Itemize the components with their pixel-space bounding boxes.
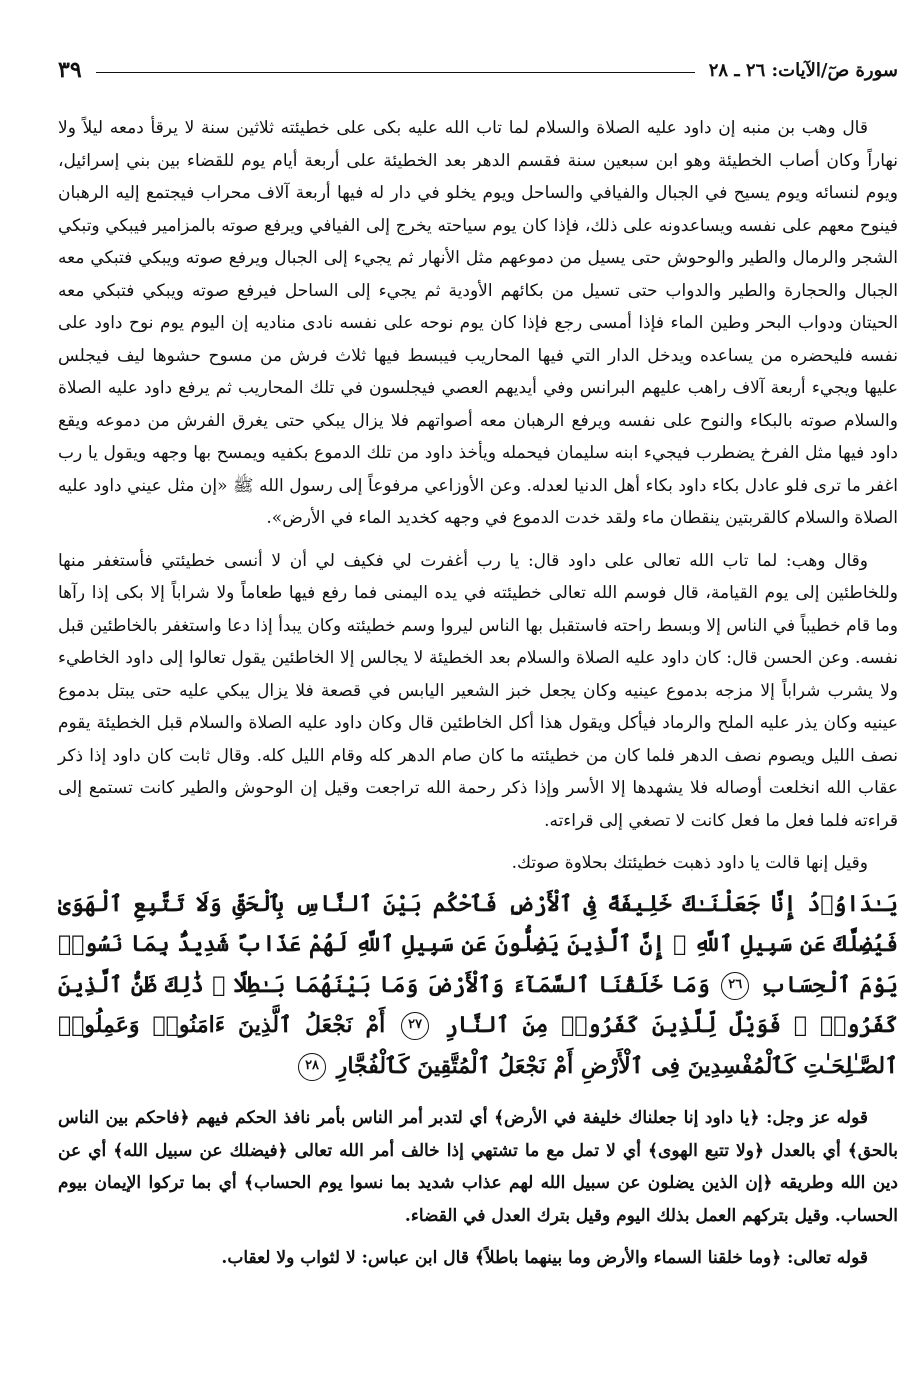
- ayah-28-marker: ٢٨: [298, 1053, 326, 1081]
- ayah-28-text: أَمْ نَجْعَلُ ٱلَّذِينَ ءَامَنُوا۟ وَعَمِلُوا۟ ٱلصَّـٰلِحَـٰتِ كَٱلْمُفْسِدِينَ فِى ٱلْأَرْضِ أَمْ نَجْعَلُ ٱلْمُتَّقِينَ كَٱلْفُجَّارِ: [58, 1012, 898, 1079]
- paragraph-wahb-repentance: وقال وهب: لما تاب الله تعالى على داود قال: يا رب أغفرت لي فكيف لي أن لا أنسى خطيئتي فأستغفر منها وللخاطئين إلى يوم القيامة، قال فوسم الله تعالى خطيئته في يده اليمنى فما رفع فيها طعاماً ولا شراباً إلا بكى إذا رآها وما قام خطيباً في الناس إلا وبسط راحته فاستقبل بها الناس ليروا وسم خطيئته وكان يبدأ إذا دعا واستغفر بالخاطئين قبل نفسه. وعن الحسن قال: كان داود عليه الصلاة والسلام بعد الخطيئة لا يجالس إلا الخاطئين يقول تعالوا إلى داود الخاطيء ولا يشرب شراباً إلا مزجه بدموع عينيه وكان يجعل خبز الشعير اليابس في قصعة فلا يزال يبكي عليه حتى يبتل بدموع عينيه وكان يذر عليه الملح والرماد فيأكل ويقول هذا أكل الخاطئين قال وكان داود عليه الصلاة والسلام قبل الخطيئة يقوم نصف الليل ويصوم نصف الدهر فلما كان من خطيئته ما كان صام الدهر كله وقام الليل كله. وقال ثابت كان داود إذا ذكر عقاب الله انخلعت أوصاله فلا يشهدها إلا الأسر وإذا ذكر رحمة الله تراجعت وقيل إن الوحوش والطير كانت تستمع إلى قراءته فلما فعل ما فعل كانت لا تصغي إلى قراءته.: [58, 550, 898, 831]
- ayah-27-text: وَمَا خَلَقْنَا ٱلسَّمَآءَ وَٱلْأَرْضَ وَمَا بَيْنَهُمَا بَـٰطِلًا ۚ ذَٰلِكَ ظَنُّ ٱلَّذِينَ كَفَرُوا۟ ۚ فَوَيْلٌ لِّلَّذِينَ كَفَرُوا۟ مِنَ ٱلنَّارِ: [58, 971, 899, 1038]
- page-number: ٣٩: [58, 57, 82, 83]
- paragraph-wahb-weeping: قال وهب بن منبه إن داود عليه الصلاة والسلام لما تاب الله عليه بكى على خطيئته ثلاثين سنة لا يرقأ دمعه ليلاً ولا نهاراً وكان أصاب الخطيئة وهو ابن سبعين سنة فقسم الدهر بعد الخطيئة على أربعة أيام يوم للقضاء بين بني إسرائيل، ويوم لنسائه ويوم يسيح في الجبال والفيافي والساحل ويوم يخلو في دار له فيها أربعة آلاف محراب فيجتمع إليه الرهبان فينوح معهم على نفسه ويساعدونه على ذلك، فإذا كان يوم سياحته يخرج إلى الفيافي ويرفع صوته بالمزامير فيبكي وتبكي الشجر والرمال والطير والوحوش حتى يسيل من دموعهم مثل الأنهار ثم يجيء إلى الجبال ويرفع صوته ويبكي فتبكي معه الجبال والحجارة والطير والدواب حتى تسيل من بكائهم الأودية ثم يجيء إلى الساحل فيرفع صوته ويبكي فتبكي معه الحيتان ودواب البحر وطين الماء فإذا أمسى رجع فإذا كان يوم نوحه على نفسه نادى مناديه إن اليوم يوم نوح داود على نفسه فليحضره من يساعده ويدخل الدار التي فيها المحاريب فيبسط فيها ثلاث فرش من مسوح حشوها ليف فيجلس عليها ويجيء أربعة آلاف راهب عليهم البرانس وفي أيديهم العصي فيجلسون في تلك المحاريب ثم يرفع داود عليه الصلاة والسلام صوته بالبكاء والنوح على نفسه ويرفع الرهبان معه أصواتهم فلا يزال يبكي حتى يغرق الفرش من دموعه ويقع داود فيها مثل الفرخ يضطرب فيجيء ابنه سليمان فيحمله ويأخذ داود من تلك الدموع بكفيه ويمسح بها وجهه ويقول يا رب اغفر ما ترى فلو عادل بكاء داود بكاء أهل الدنيا لعدله. وعن الأوزاعي مرفوعاً إلى رسول الله ﷺ «إن مثل عيني داود عليه الصلاة والسلام كالقربتين ينقطان ماء ولقد خدت الدموع في وجهه كخديد الماء في الأرض».: [58, 118, 898, 528]
- paragraph-sweet-voice: وقيل إنها قالت يا داود ذهبت خطيئتك بحلاوة صوتك.: [511, 853, 868, 873]
- tafsir-ayah-27: قوله تعالى: ﴿وما خلقنا السماء والأرض وما بينهما باطلاً﴾ قال ابن عباس: لا لثواب ولا لعقاب.: [221, 1248, 868, 1268]
- header-rule: [96, 72, 695, 73]
- ayah-26-marker: ٢٦: [721, 972, 749, 1000]
- surah-title: سورة صٓ/الآيات: ٢٦ ـ ٢٨: [708, 59, 898, 81]
- ayah-27-marker: ٢٧: [401, 1012, 429, 1040]
- ayah-26-text: يَـٰدَاوُۥدُ إِنَّا جَعَلْنَـٰكَ خَلِيفَةً فِى ٱلْأَرْضِ فَٱحْكُم بَيْنَ ٱلنَّاسِ بِٱلْحَقِّ وَلَا تَتَّبِعِ ٱلْهَوَىٰ فَيُضِلَّكَ عَن سَبِيلِ ٱللَّهِ ۚ إِنَّ ٱلَّذِينَ يَضِلُّونَ عَن سَبِيلِ ٱللَّهِ لَهُمْ عَذَابٌ شَدِيدٌۢ بِمَا نَسُوا۟ يَوْمَ ٱلْحِسَابِ: [58, 890, 898, 998]
- quran-verses: [58, 884, 898, 1087]
- book-page: [58, 52, 898, 1362]
- page-header: [58, 52, 898, 88]
- tafsir-ayah-26: قوله عز وجل: ﴿يا داود إنا جعلناك خليفة في الأرض﴾ أي لتدبر أمر الناس بأمر نافذ الحكم فيهم ﴿فاحكم بين الناس بالحق﴾ أي بالعدل ﴿ولا تتبع الهوى﴾ أي لا تمل مع ما تشتهي إذا خالف أمر الله تعالى ﴿فيضلك عن سبيل الله﴾ أي عن دين الله وطريقه ﴿إن الذين يضلون عن سبيل الله لهم عذاب شديد بما نسوا يوم الحساب﴾ أي بما تركوا الإيمان بيوم الحساب. وقيل بتركهم العمل بذلك اليوم وقيل بترك العدل في القضاء.: [58, 1108, 898, 1226]
